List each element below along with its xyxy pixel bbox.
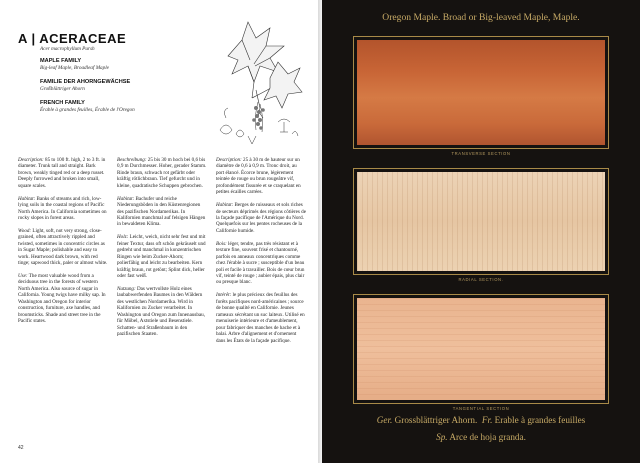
paragraph (117, 196, 207, 228)
paragraph (117, 157, 207, 189)
paragraph (18, 228, 108, 267)
transverse-section-panel (353, 36, 609, 149)
french-column (216, 157, 306, 350)
paragraph-lead: Holz: (117, 234, 129, 241)
tangential-section-panel (353, 294, 609, 404)
german-column (117, 157, 207, 344)
paragraph-text: 25 bis 30 m hoch bei 0,6 bis 0,9 m Durchmesser. Hoher, gerader Stamm. Rinde braun, schwach rot gefärbt oder kräftig rötlichbraun. Tief gefurcht und in kleine, quadratische Schuppen gebrochen. (117, 157, 207, 189)
paragraph-lead: Nutzung: (117, 285, 136, 292)
paragraph-lead: Description: (216, 157, 242, 163)
paragraph-lead: Description: (18, 157, 44, 163)
foreign-names-line (322, 432, 640, 442)
wood-sample-image (357, 298, 605, 400)
paragraph-lead: Intérêt: (216, 292, 232, 299)
paragraph-lead: Use: (18, 272, 28, 279)
paragraph-text: Bachufer und reiche Niederungsböden in den Küstenregionen des pazifischen Nordamerikas. In Kalifornien manchmal auf felsigen Hängen in bewaldeten Klima. (117, 195, 206, 228)
language-prefix: Fr. (481, 415, 493, 425)
paragraph-text: The most valuable wood from a deciduous tree in the forests of western North America. Also source of sugar in California. Young twigs have milky sap. In Washington and Oregon for interior construction, furniture, axe handles, and broomsticks. Shade and street tree in the Pacific states. (18, 272, 106, 325)
paragraph (117, 234, 207, 279)
paragraph (216, 157, 306, 196)
name-heading: FAMILIE DER AHORNGEWÄCHSE (40, 79, 131, 85)
latin-name: Acer macrophyllum Pursh (40, 46, 95, 52)
plate-title: Oregon Maple. Broad or Big-leaved Maple, Maple. (382, 12, 580, 23)
paragraph-text: Banks of streams and rich, low-lying soils in the coastal regions of Pacific North America. In California sometimes on rocky slopes in forest areas. (18, 195, 107, 222)
foreign-name: Erable à grandes feuilles (492, 415, 586, 425)
paragraph (18, 273, 108, 325)
paragraph-text: 85 to 100 ft. high, 2 to 3 ft. in diameter. Trunk tall and straight. Bark brown, weakly tinged red or a deep russet. Deeply furrowed and broken into small, square scales. (18, 157, 106, 189)
paragraph-text: léger, tendre, pas très résistant et à texture fine, souvent frisé et chantourné, parfois en anneaux concentriques comme chez l'érable à sucre ; susceptible d'un beau poli et facile à travailler. Bois de cœur brun vif, teinté de rouge ; aubier épais, plus clair ou presque blanc. (216, 240, 305, 286)
section-caption: RADIAL SECTION. (458, 277, 504, 282)
paragraph (117, 286, 207, 338)
foreign-name: Grossblättriger Ahorn. (392, 415, 478, 425)
family-title: A | ACERACEAE (18, 31, 127, 46)
wood-sample-image (357, 40, 605, 145)
name-sub: Großblättriger Ahorn (40, 86, 85, 92)
paragraph-lead: Bois: (216, 240, 227, 247)
paragraph-text: le plus précieux des feuillus des forêts pacifiques nord-américaines ; source de bonne qualité en Californie. Jeunes rameaux sécrétant un suc laiteux. Utilisé en menuiserie intérieure et d'ameublement, pour fabriquer des manches de hache et à balai. Arbre d'alignement et d'ornement dans les États de la façade pacifique. (216, 292, 305, 344)
name-sub: Big-leaf Maple, Broadleaf Maple (40, 65, 109, 71)
paragraph-text: Das wertvollste Holz eines laubabwerfenden Baumes in den Wäldern des westlichen Nordamerika. Wird in Kalifornien zu Zucker verarbeitet. In Washington und Oregon zum Innenausbau, für Möbel, Axtstiele und Besenstiele. Schatten- und Straßenbaum in den pazifischen Staaten. (117, 285, 206, 338)
english-column (18, 157, 108, 331)
common-names-french (40, 100, 135, 114)
section-caption: TANGENTIAL SECTION (452, 406, 510, 411)
paragraph (216, 241, 306, 286)
radial-section-panel (353, 168, 609, 275)
wood-sample-image (357, 172, 605, 271)
paragraph-lead: Habitat: (18, 195, 36, 202)
common-names-english (40, 58, 109, 72)
paragraph (18, 157, 108, 189)
language-prefix: Sp. (436, 432, 448, 442)
paragraph (216, 292, 306, 344)
paragraph-lead: Habitat: (117, 195, 135, 202)
section-caption: TRANSVERSE SECTION (451, 151, 511, 156)
name-heading: MAPLE FAMILY (40, 58, 82, 64)
left-page (0, 0, 318, 463)
paragraph-text: 25 à 30 m de hauteur sur un diamètre de 0,6 à 0,9 m. Tronc droit, au port élancé. Écorce brune, légèrement teintée de rouge ou brun rougeâtre vif, profondément fissurée et se craquelant en petites écailles carrées. (216, 157, 301, 196)
name-heading: FRENCH FAMILY (40, 100, 85, 106)
paragraph-text: Light, soft, not very strong, close-grained, often attractively rippled and twisted, sometimes in concentric circles as in Sugar Maple; polishable and easy to work. Heartwood dark brown, with red tinge; sapwood thick, paler or almost white. (18, 227, 108, 267)
foreign-names-line (322, 415, 640, 425)
common-names-german (40, 79, 130, 93)
page-number: 42 (18, 445, 24, 451)
language-prefix: Ger. (376, 415, 393, 425)
maple-botanical-illustration (208, 18, 304, 148)
paragraph-lead: Wood: (18, 227, 32, 234)
paragraph-lead: Beschreibung: (117, 157, 147, 163)
paragraph (216, 202, 306, 234)
paragraph-text: Leicht, weich, nicht sehr fest und mit feiner Textur, dass oft schön gekräuselt und gedreht und manchmal in konzentrischen Ringen wie beim Zucker-Ahorn; polierfähig und leicht zu bearbeiten. Kern kräftig braun, rot getönt; Splint dick, heller oder fast weiß. (117, 234, 206, 280)
paragraph (18, 196, 108, 222)
paragraph-text: Berges de ruisseaux et sols riches de secteurs déprimés des régions côtières de la façade pacifique de l'Amérique du Nord. Quelquefois sur les pentes rocheuses de la Californie humide. (216, 202, 306, 234)
right-page-plate (322, 0, 640, 463)
name-sub: Érable à grandes feuilles, Érable de l'Oregon (40, 107, 135, 113)
paragraph-lead: Habitat: (216, 202, 234, 209)
foreign-name: Arce de hoja granda. (447, 432, 526, 442)
